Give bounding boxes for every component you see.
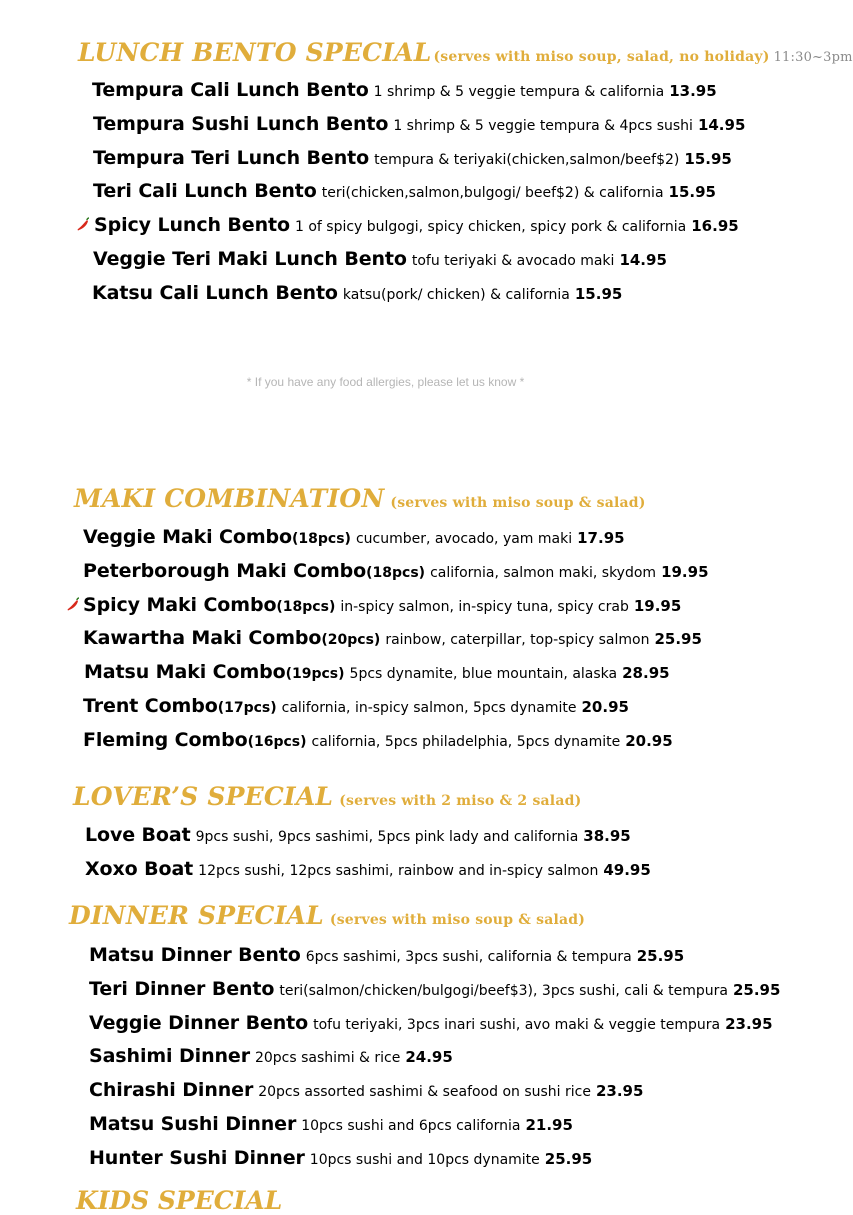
- item-description: rainbow, caterpillar, top-spicy salmon: [385, 632, 650, 649]
- lunch-heading: [78, 38, 853, 67]
- item-price: 15.95: [668, 183, 716, 202]
- item-price: 19.95: [633, 596, 682, 615]
- item-name: Love Boat: [85, 824, 191, 846]
- item-description: tofu teriyaki & avocado maki: [411, 253, 615, 269]
- item-description: 5pcs dynamite, blue mountain, alaska: [349, 666, 618, 683]
- item-price: 23.95: [725, 1014, 773, 1033]
- item-description: california, salmon maki, skydom: [430, 564, 657, 581]
- item-price: 25.95: [544, 1149, 593, 1168]
- menu-item: [89, 1041, 453, 1071]
- item-price: 13.95: [669, 82, 717, 100]
- item-name: Tempura Sushi Lunch Bento: [93, 112, 389, 135]
- item-name: Hunter Sushi Dinner: [89, 1146, 305, 1169]
- item-pieces: (18pcs): [276, 598, 336, 615]
- item-pieces: (17pcs): [217, 700, 277, 716]
- item-name: Peterborough Maki Combo: [83, 559, 367, 582]
- item-pieces: (20pcs): [321, 632, 381, 649]
- lunch-title: LUNCH BENTO SPECIAL: [78, 38, 432, 67]
- dinner-title: DINNER SPECIAL: [69, 901, 324, 930]
- item-name: Sashimi Dinner: [89, 1045, 250, 1068]
- item-name: Teri Cali Lunch Bento: [93, 180, 317, 203]
- item-price: 25.95: [654, 630, 702, 649]
- item-name: Kawartha Maki Combo: [83, 627, 322, 650]
- item-name: Veggie Dinner Bento: [89, 1011, 309, 1034]
- item-price: 17.95: [577, 529, 625, 547]
- item-price: 24.95: [405, 1048, 453, 1067]
- lunch-note: (serves with miso soup, salad, no holiday): [433, 49, 770, 65]
- item-description: 1 shrimp & 5 veggie tempura & california: [373, 84, 665, 100]
- item-price: 25.95: [732, 980, 781, 999]
- item-price: 23.95: [595, 1082, 644, 1101]
- item-name: Trent Combo: [83, 695, 218, 717]
- item-description: teri(chicken,salmon,bulgogi/ beef$2) & california: [321, 185, 664, 202]
- menu-item: [89, 1008, 773, 1038]
- item-name: Matsu Sushi Dinner: [89, 1113, 297, 1135]
- item-name: Katsu Cali Lunch Bento: [92, 281, 338, 304]
- menu-item: [93, 143, 732, 173]
- lovers-note: (serves with 2 miso & 2 salad): [339, 793, 582, 809]
- menu-item: [83, 725, 673, 755]
- item-name: Matsu Dinner Bento: [89, 944, 301, 966]
- item-description: 20pcs assorted sashimi & seafood on sushi rice: [258, 1084, 591, 1101]
- menu-item: [83, 556, 709, 586]
- menu-item: [89, 940, 684, 970]
- lunch-time: 11:30~3pm: [773, 50, 853, 65]
- item-name: Veggie Maki Combo: [83, 526, 293, 548]
- dinner-note: (serves with miso soup & salad): [329, 912, 586, 928]
- menu-item: [92, 278, 622, 308]
- menu-item: [83, 623, 702, 653]
- item-name: Fleming Combo: [83, 728, 248, 751]
- item-description: 10pcs sushi and 6pcs california: [301, 1118, 521, 1134]
- item-description: tempura & teriyaki(chicken,salmon/beef$2): [374, 151, 680, 168]
- allergy-note: * If you have any food allergies, please let us know *: [246, 375, 525, 389]
- item-description: 6pcs sashimi, 3pcs sushi, california & tempura: [305, 949, 632, 965]
- menu-item: [93, 244, 667, 274]
- maki-heading: [74, 484, 646, 513]
- item-description: in-spicy salmon, in-spicy tuna, spicy crab: [340, 598, 629, 615]
- item-description: california, in-spicy salmon, 5pcs dynamite: [281, 700, 577, 716]
- item-description: 10pcs sushi and 10pcs dynamite: [309, 1151, 540, 1168]
- menu-item: [85, 854, 651, 884]
- menu-item: [83, 590, 681, 620]
- menu-item: [84, 657, 670, 687]
- item-price: 14.95: [697, 115, 746, 134]
- dinner-heading: [69, 901, 585, 930]
- item-name: Tempura Cali Lunch Bento: [92, 79, 369, 101]
- menu-item: [83, 691, 629, 721]
- item-name: Spicy Lunch Bento: [94, 214, 290, 237]
- lovers-heading: [73, 782, 581, 811]
- item-description: 12pcs sushi, 12pcs sashimi, rainbow and in-spicy salmon: [198, 863, 599, 879]
- item-price: 49.95: [603, 861, 651, 879]
- item-price: 28.95: [622, 664, 670, 683]
- item-price: 25.95: [636, 947, 685, 965]
- lovers-title: LOVER’S SPECIAL: [73, 782, 334, 811]
- item-pieces: (18pcs): [366, 564, 426, 581]
- item-pieces: (16pcs): [247, 733, 307, 750]
- item-description: 9pcs sushi, 9pcs sashimi, 5pcs pink lady and california: [195, 829, 579, 845]
- item-pieces: (18pcs): [292, 531, 351, 547]
- item-price: 15.95: [574, 284, 623, 303]
- menu-item: [89, 974, 780, 1004]
- item-name: Spicy Maki Combo: [83, 593, 277, 616]
- menu-item: [93, 176, 716, 206]
- menu-item: [93, 109, 745, 139]
- item-description: cucumber, avocado, yam maki: [355, 531, 573, 547]
- item-pieces: (19pcs): [285, 666, 345, 683]
- item-price: 15.95: [684, 149, 732, 168]
- item-description: 1 of spicy bulgogi, spicy chicken, spicy pork & california: [294, 219, 687, 236]
- menu-item: [94, 210, 739, 240]
- menu-item: [85, 820, 631, 850]
- item-name: Matsu Maki Combo: [84, 661, 286, 684]
- menu-item: [83, 522, 625, 552]
- item-price: 20.95: [581, 698, 629, 716]
- item-description: 1 shrimp & 5 veggie tempura & 4pcs sushi: [393, 117, 693, 134]
- item-price: 19.95: [661, 562, 709, 581]
- item-price: 16.95: [691, 217, 739, 236]
- item-price: 14.95: [619, 251, 667, 269]
- item-price: 38.95: [583, 827, 631, 845]
- item-name: Chirashi Dinner: [89, 1079, 254, 1102]
- item-description: tofu teriyaki, 3pcs inari sushi, avo maki & veggie tempura: [313, 1016, 721, 1033]
- menu-item: [89, 1075, 643, 1105]
- next-section-heading: KIDS SPECIAL: [76, 1186, 283, 1215]
- item-price: 20.95: [625, 731, 673, 750]
- menu-item: [89, 1109, 573, 1139]
- chili-pepper-icon: [66, 597, 80, 613]
- maki-note: (serves with miso soup & salad): [390, 495, 646, 511]
- item-price: 21.95: [525, 1116, 573, 1134]
- item-description: teri(salmon/chicken/bulgogi/beef$3), 3pcs sushi, cali & tempura: [279, 982, 728, 999]
- item-description: katsu(pork/ chicken) & california: [342, 286, 570, 303]
- item-name: Tempura Teri Lunch Bento: [93, 146, 370, 169]
- item-description: 20pcs sashimi & rice: [254, 1050, 401, 1067]
- item-name: Veggie Teri Maki Lunch Bento: [93, 248, 407, 270]
- chili-pepper-icon: [76, 217, 90, 233]
- item-name: Teri Dinner Bento: [89, 977, 275, 1000]
- menu-item: [92, 75, 717, 105]
- maki-title: MAKI COMBINATION: [74, 484, 385, 513]
- item-name: Xoxo Boat: [85, 858, 194, 880]
- item-description: california, 5pcs philadelphia, 5pcs dynamite: [311, 733, 621, 750]
- menu-item: [89, 1143, 592, 1173]
